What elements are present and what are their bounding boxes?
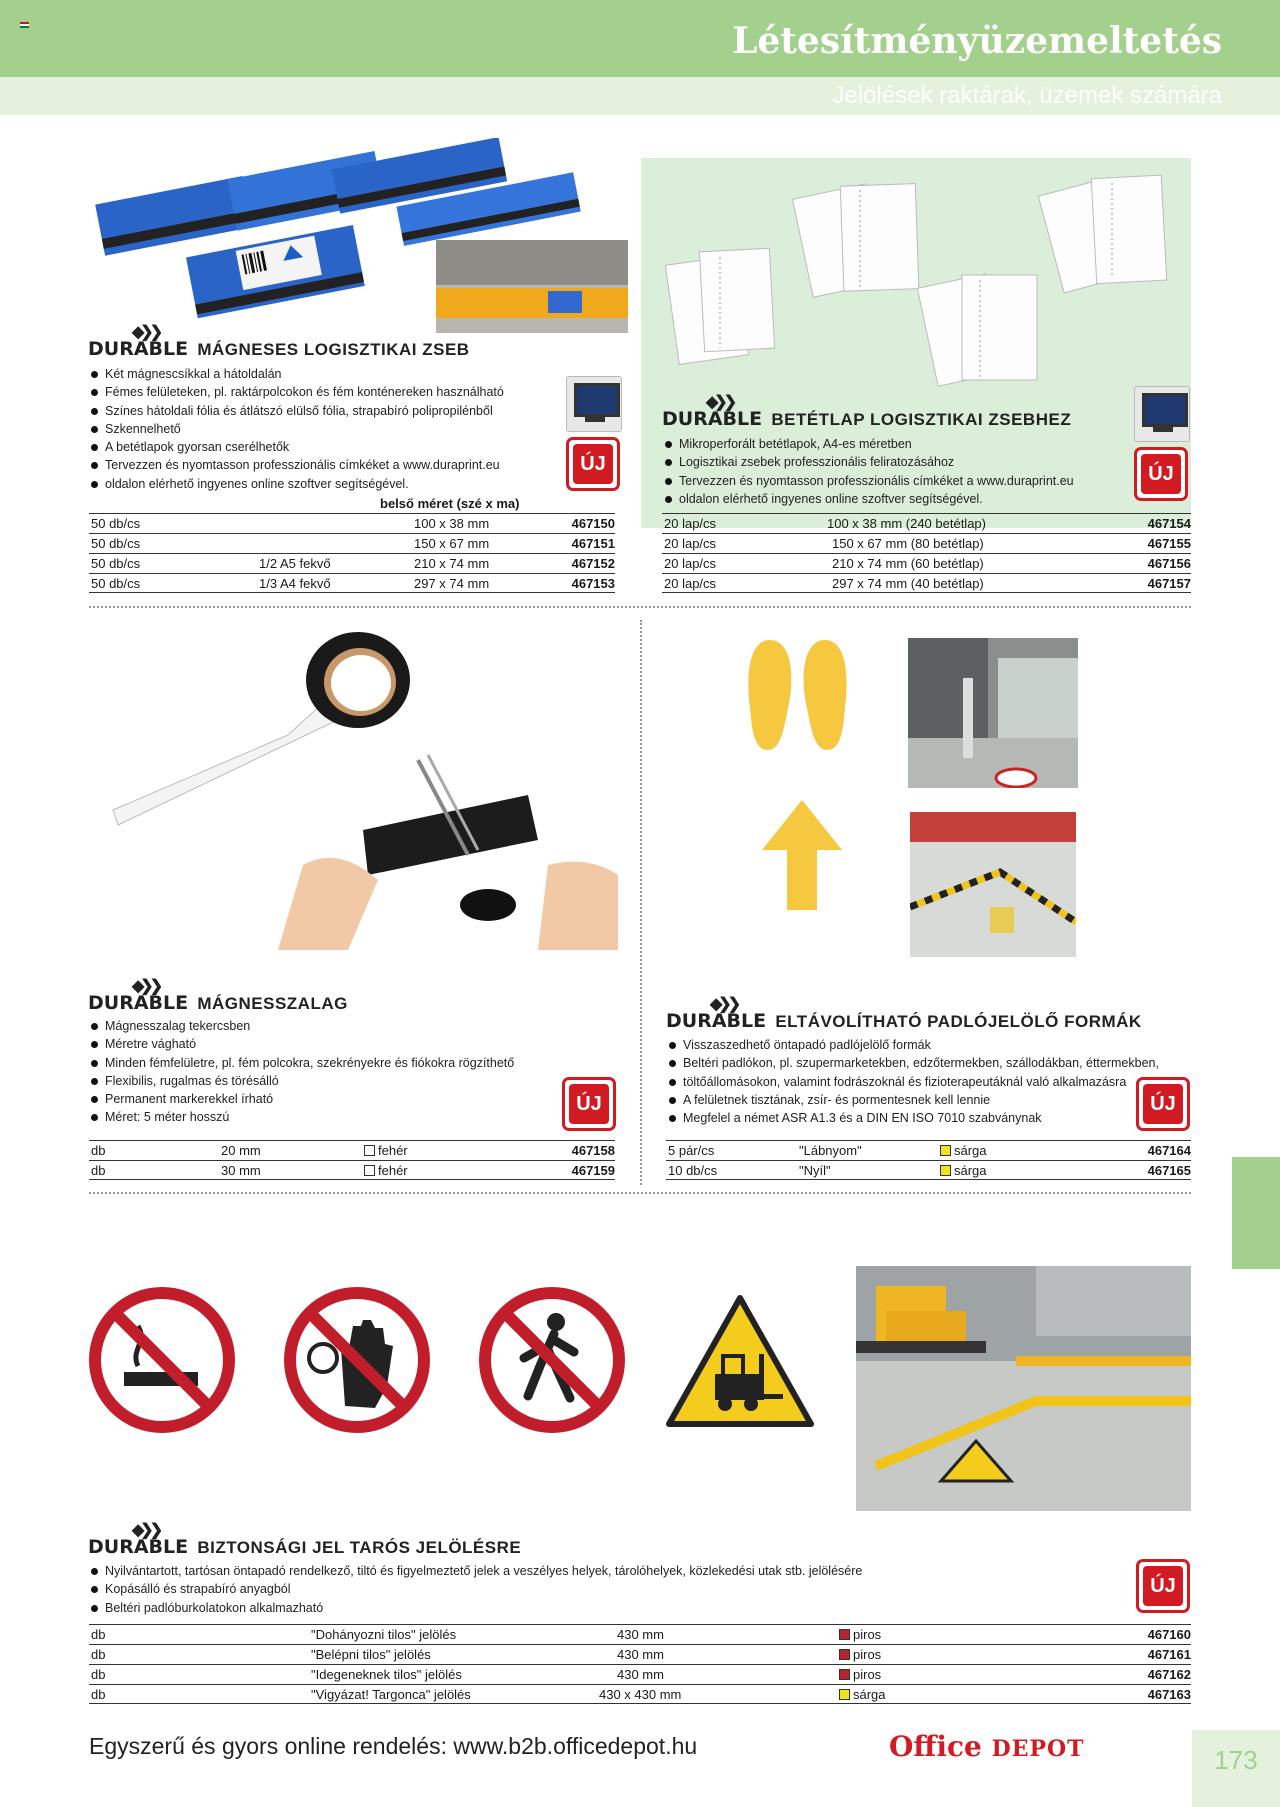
section-title: Létesítményüzemeltetés bbox=[732, 20, 1222, 62]
footer-order-text: Egyszerű és gyors online rendelés: www.b2b.officedepot.hu bbox=[89, 1733, 698, 1759]
product-name: MÁGNESSZALAG bbox=[197, 994, 348, 1013]
durable-logo-mark-icon: ◆❯❯ bbox=[710, 996, 738, 1013]
feature-item: Mágnesszalag tekercsben bbox=[90, 1017, 560, 1035]
color-swatch bbox=[940, 1165, 951, 1176]
new-badge: ÚJ bbox=[1136, 1077, 1190, 1131]
brand-logo: DURABLE bbox=[88, 338, 189, 360]
no-smoking-sign-icon bbox=[88, 1286, 236, 1434]
new-badge: ÚJ bbox=[1134, 447, 1188, 501]
product-title-4 bbox=[666, 996, 1142, 1032]
color-swatch bbox=[364, 1145, 375, 1156]
table-row: 20 lap/cs 150 x 67 mm (80 betétlap) 467155 bbox=[662, 533, 1191, 553]
hungarian-flag-icon bbox=[20, 22, 29, 28]
column-divider bbox=[640, 620, 642, 1185]
product-table-3 bbox=[89, 1140, 615, 1180]
arrow-marker-icon bbox=[762, 800, 842, 910]
no-entry-sign-icon bbox=[283, 1286, 431, 1434]
office-depot-logo: Office DEPOT bbox=[889, 1730, 1085, 1763]
feature-item: Mikroperforált betétlapok, A4-es méretben bbox=[664, 435, 1114, 453]
table-row: 50 db/cs 150 x 67 mm 467151 bbox=[89, 533, 615, 553]
durable-logo-mark-icon: ◆❯❯ bbox=[132, 978, 160, 995]
feature-item: Minden fémfelületre, pl. fém polcokra, szekrényekre és fiókokra rögzíthető bbox=[90, 1054, 560, 1072]
new-badge: ÚJ bbox=[562, 1077, 616, 1131]
product-table-1 bbox=[89, 513, 615, 593]
color-swatch bbox=[839, 1629, 850, 1640]
table-row: 50 db/cs 100 x 38 mm 467150 bbox=[89, 513, 615, 533]
feature-item: Szkennelhető bbox=[90, 420, 560, 438]
product-name: BIZTONSÁGI JEL TARÓS JELÖLÉSRE bbox=[197, 1538, 522, 1557]
feature-item: oldalon elérhető ingyenes online szoftver segítségével. bbox=[664, 490, 1114, 508]
no-pedestrians-sign-icon bbox=[478, 1286, 626, 1434]
feature-item: töltőállomásokon, valamint fodrászoknál és fizioterapeutáknál való alkalmazásra bbox=[668, 1073, 1168, 1091]
product-name: ELTÁVOLÍTHATÓ PADLÓJELÖLŐ FORMÁK bbox=[775, 1012, 1142, 1031]
table-row: db "Vigyázat! Targonca" jelölés 430 x 430 mm sárga 467163 bbox=[89, 1684, 1191, 1704]
table-row: db "Dohányozni tilos" jelölés 430 mm piros 467160 bbox=[89, 1624, 1191, 1644]
brand-logo: DURABLE bbox=[666, 1010, 767, 1032]
insert-sheets-photo bbox=[662, 165, 1182, 395]
section-subtitle: Jelölések raktárak, üzemek számára bbox=[832, 82, 1222, 109]
new-badge: ÚJ bbox=[1136, 1559, 1190, 1613]
feature-item: A betétlapok gyorsan cserélhetők bbox=[90, 438, 560, 456]
feature-list-5 bbox=[90, 1562, 1090, 1617]
table-row: db "Idegeneknek tilos" jelölés 430 mm piros 467162 bbox=[89, 1664, 1191, 1684]
forklift-warning-sign-icon bbox=[665, 1294, 815, 1428]
feature-item: Tervezzen és nyomtasson professzionális címkéket a www.duraprint.eu bbox=[664, 472, 1114, 490]
product-table-5 bbox=[89, 1624, 1191, 1704]
forklift-floor-photo bbox=[856, 1266, 1191, 1511]
product-name: MÁGNESES LOGISZTIKAI ZSEB bbox=[197, 340, 470, 359]
feature-item: A felületnek tisztának, zsír- és pormentesnek kell lennie bbox=[668, 1091, 1168, 1109]
product-table-4 bbox=[666, 1140, 1191, 1180]
feature-list-4 bbox=[668, 1036, 1168, 1127]
floor-marker-photo-1 bbox=[908, 638, 1078, 788]
feature-item: Fémes felületeken, pl. raktárpolcokon és fém konténereken használható bbox=[90, 383, 560, 401]
color-swatch bbox=[839, 1649, 850, 1660]
brand-logo: DURABLE bbox=[662, 408, 763, 430]
feature-item: Logisztikai zsebek professzionális feliratozásához bbox=[664, 453, 1114, 471]
footprint-marker-icon bbox=[740, 638, 855, 753]
color-swatch bbox=[940, 1145, 951, 1156]
color-swatch bbox=[364, 1165, 375, 1176]
table-row: db 30 mm fehér 467159 bbox=[89, 1160, 615, 1180]
section-divider bbox=[89, 1192, 1191, 1194]
feature-item: Színes hátoldali fólia és átlátszó elülső fólia, strapabíró polipropilénből bbox=[90, 402, 560, 420]
durable-logo-mark-icon: ◆❯❯ bbox=[706, 394, 734, 411]
feature-item: oldalon elérhető ingyenes online szoftver segítségével. bbox=[90, 475, 560, 493]
product-title-3 bbox=[88, 978, 348, 1014]
feature-list-2 bbox=[664, 435, 1114, 508]
page-number: 173 bbox=[1192, 1730, 1280, 1807]
feature-item: Beltéri padlóburkolatokon alkalmazható bbox=[90, 1599, 1090, 1617]
magnetic-tape-photo bbox=[108, 625, 618, 950]
table-row: 50 db/cs 1/3 A4 fekvő 297 x 74 mm 467153 bbox=[89, 573, 615, 593]
feature-list-1 bbox=[90, 365, 560, 493]
feature-item: Nyilvántartott, tartósan öntapadó rendelkező, tiltó és figyelmeztető jelek a veszélyes helyek, tárolóhelyek, közlekedési utak stb. jelölésére bbox=[90, 1562, 1090, 1580]
feature-item: Beltéri padlókon, pl. szupermarketekben, edzőtermekben, szállodákban, éttermekben, bbox=[668, 1054, 1168, 1072]
floor-marker-photo-2 bbox=[910, 812, 1076, 957]
table-row: 5 pár/cs "Lábnyom" sárga 467164 bbox=[666, 1140, 1191, 1160]
product-name: BETÉTLAP LOGISZTIKAI ZSEBHEZ bbox=[771, 410, 1072, 429]
side-tab bbox=[1232, 1157, 1280, 1269]
section-divider bbox=[89, 606, 1191, 608]
subheader-bar bbox=[0, 77, 1280, 115]
table-header: belső méret (szé x ma) bbox=[380, 496, 520, 511]
table-row: db 20 mm fehér 467158 bbox=[89, 1140, 615, 1160]
feature-item: Permanent markerekkel írható bbox=[90, 1090, 560, 1108]
table-row: 20 lap/cs 210 x 74 mm (60 betétlap) 467156 bbox=[662, 553, 1191, 573]
brand-logo: DURABLE bbox=[88, 1536, 189, 1558]
feature-item: Kopásálló és strapabíró anyagból bbox=[90, 1580, 1090, 1598]
product-title-2 bbox=[662, 394, 1072, 430]
feature-item: Visszaszedhető öntapadó padlójelölő formák bbox=[668, 1036, 1168, 1054]
new-badge: ÚJ bbox=[566, 437, 620, 491]
durable-logo-mark-icon: ◆❯❯ bbox=[132, 324, 160, 341]
feature-item: Tervezzen és nyomtasson professzionális címkéket a www.duraprint.eu bbox=[90, 456, 560, 474]
table-row: db "Belépni tilos" jelölés 430 mm piros 467161 bbox=[89, 1644, 1191, 1664]
feature-item: Két mágnescsíkkal a hátoldalán bbox=[90, 365, 560, 383]
table-row: 20 lap/cs 100 x 38 mm (240 betétlap) 467154 bbox=[662, 513, 1191, 533]
durable-logo-mark-icon: ◆❯❯ bbox=[132, 1522, 160, 1539]
feature-item: Méret: 5 méter hosszú bbox=[90, 1108, 560, 1126]
magnetic-pocket-photo bbox=[88, 138, 628, 333]
table-row: 50 db/cs 1/2 A5 fekvő 210 x 74 mm 467152 bbox=[89, 553, 615, 573]
software-monitor-icon bbox=[566, 376, 622, 432]
product-title-1 bbox=[88, 324, 470, 360]
table-row: 10 db/cs "Nyíl" sárga 467165 bbox=[666, 1160, 1191, 1180]
feature-item: Flexibilis, rugalmas és törésálló bbox=[90, 1072, 560, 1090]
table-row: 20 lap/cs 297 x 74 mm (40 betétlap) 467157 bbox=[662, 573, 1191, 593]
color-swatch bbox=[839, 1689, 850, 1700]
product-title-5 bbox=[88, 1522, 522, 1558]
brand-logo: DURABLE bbox=[88, 992, 189, 1014]
color-swatch bbox=[839, 1669, 850, 1680]
feature-list-3 bbox=[90, 1017, 560, 1127]
software-monitor-icon bbox=[1134, 386, 1190, 442]
header-bar bbox=[0, 0, 1280, 77]
feature-item: Megfelel a német ASR A1.3 és a DIN EN ISO 7010 szabványnak bbox=[668, 1109, 1168, 1127]
feature-item: Méretre vágható bbox=[90, 1035, 560, 1053]
product-table-2 bbox=[662, 513, 1191, 593]
